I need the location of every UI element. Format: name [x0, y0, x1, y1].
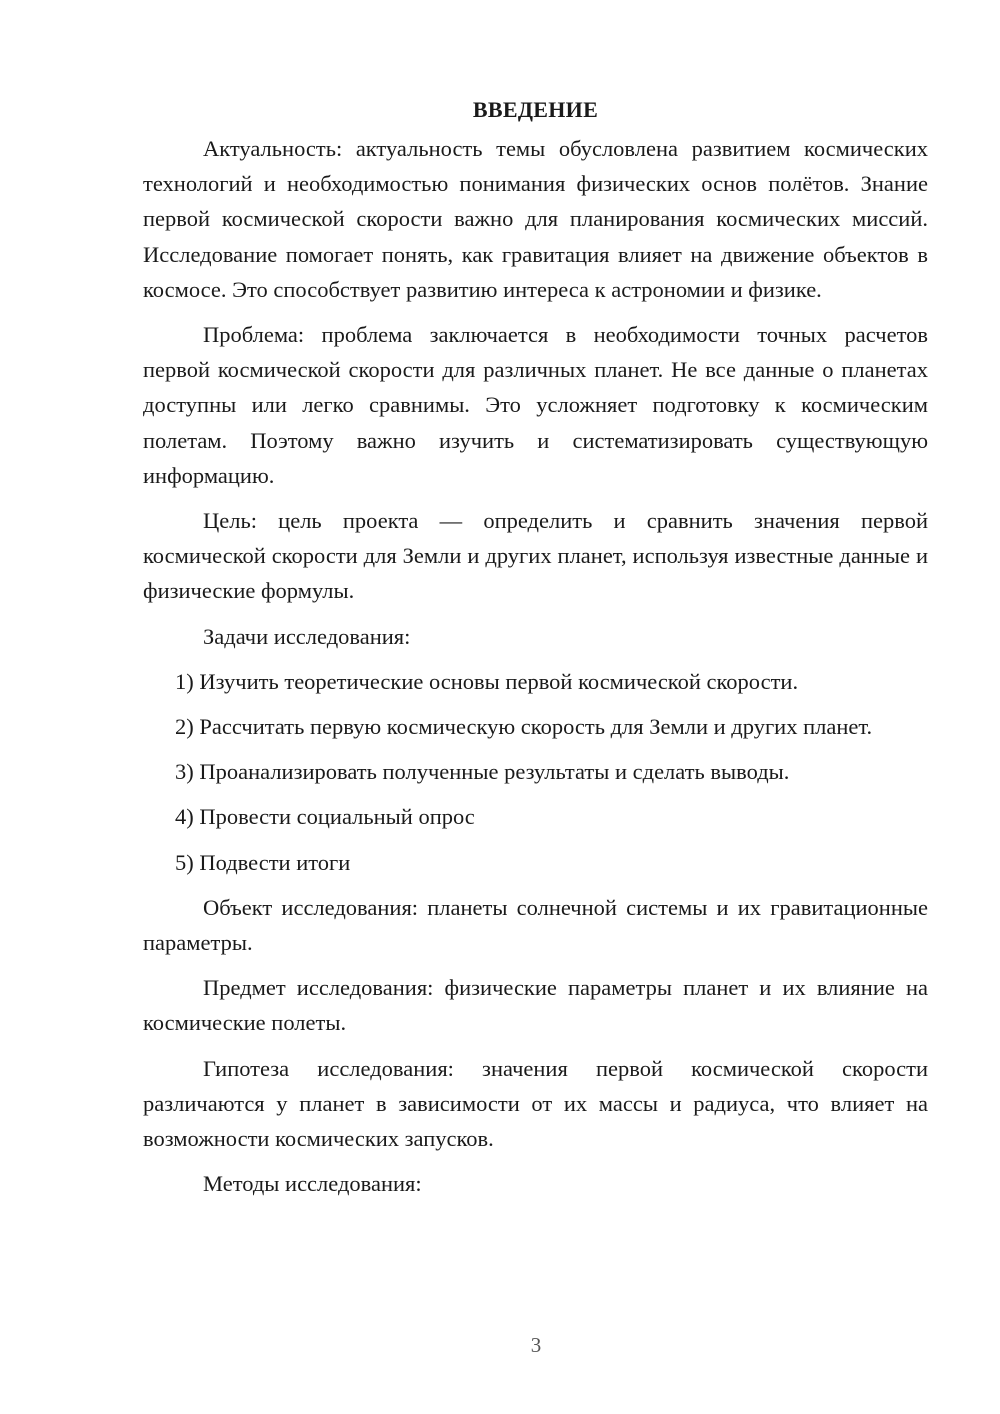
task-item-3: 3) Проанализировать полученные результаты и сделать выводы. — [175, 759, 790, 785]
paragraph-object: Объект исследования: планеты солнечной системы и их гравитационные параметры. — [143, 894, 928, 956]
task-item-4: 4) Провести социальный опрос — [175, 804, 475, 830]
paragraph-problem: Проблема: проблема заключается в необходимости точных расчетов первой космической скорости для различных планет. Не все данные о планетах доступны или легко сравнимы. Это усложняет подготовку к космическим полетам. Поэтому важно изучить и систематизировать существующую информацию. — [143, 322, 928, 488]
paragraph-hypothesis: Гипотеза исследования: значения первой космической скорости различаются у планет в зависимости от их массы и радиуса, что влияет на возможности космических запусков. — [143, 1055, 928, 1152]
task-item-1: 1) Изучить теоретические основы первой космической скорости. — [175, 668, 799, 694]
task-item-2: 2) Рассчитать первую космическую скорость для Земли и других планет. — [175, 714, 873, 740]
paragraph-subject: Предмет исследования: физические параметры планет и их влияние на космические полеты. — [143, 975, 928, 1036]
tasks-heading: Задачи исследования: — [203, 623, 411, 649]
document-page — [143, 92, 928, 1211]
paragraph-relevance: Актуальность: актуальность темы обусловлена развитием космических технологий и необходимостью понимания физических основ полётов. Знание первой космической скорости важно для планирования космических миссий. Исследование помогает понять, как гравитация влияет на движение объектов в космосе. Это способствует развитию интереса к астрономии и физике. — [143, 136, 928, 302]
paragraph-goal: Цель: цель проекта — определить и сравнить значения первой космической скорости для Земли и других планет, используя известные данные и физические формулы. — [143, 508, 928, 604]
page-number: 3 — [530, 1333, 542, 1357]
section-title: ВВЕДЕНИЕ — [472, 97, 599, 122]
task-item-5: 5) Подвести итоги — [175, 849, 351, 875]
methods-heading: Методы исследования: — [203, 1171, 422, 1197]
